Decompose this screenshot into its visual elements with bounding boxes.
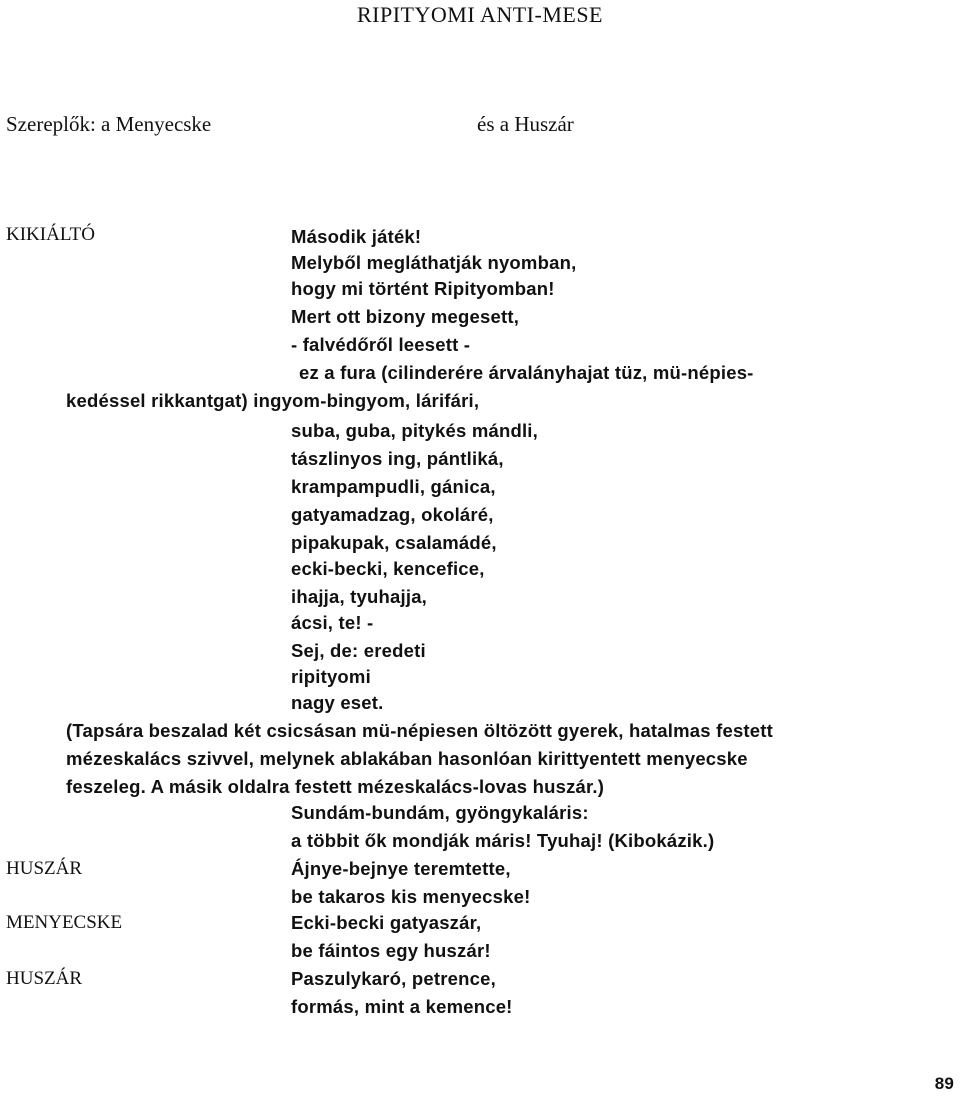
speaker-kikialto: KIKIÁLTÓ xyxy=(6,224,96,245)
text-line: - falvédőről leesett - xyxy=(291,334,471,355)
text-line: Sundám-bundám, gyöngykaláris: xyxy=(291,802,589,823)
text-line: be takaros kis menyecske! xyxy=(291,886,531,907)
text-line: be fáintos egy huszár! xyxy=(291,940,491,961)
stage-direction-line: feszeleg. A másik oldalra festett mézeskalács-lovas huszár.) xyxy=(66,776,605,797)
text-line: Sej, de: eredeti xyxy=(291,640,426,661)
page-title: RIPITYOMI ANTI-MESE xyxy=(357,2,603,27)
text-line: ez a fura (cilinderére árvalányhajat tüz, mü-népies- xyxy=(299,362,754,383)
text-line: hogy mi történt Ripityomban! xyxy=(291,278,555,299)
page-number: 89 xyxy=(934,1074,954,1093)
text-line: Ájnye-bejnye teremtette, xyxy=(291,858,511,879)
text-line: krampampudli, gánica, xyxy=(291,476,496,497)
text-line: Ecki-becki gatyaszár, xyxy=(291,912,482,933)
cast-line xyxy=(6,112,574,137)
text-line: ripityomi xyxy=(291,666,371,687)
speaker-menyecske: MENYECSKE xyxy=(6,912,123,933)
text-line: Melyből megláthatják nyomban, xyxy=(291,252,577,273)
cast-label: Szereplők: a Menyecske xyxy=(6,112,212,136)
text-line: nagy eset. xyxy=(291,692,384,713)
stage-direction-line: mézeskalács szivvel, melynek ablakában hasonlóan kirittyentett menyecske xyxy=(66,748,748,769)
text-line: Mert ott bizony megesett, xyxy=(291,306,520,327)
text-line: ácsi, te! - xyxy=(291,612,374,633)
text-line: suba, guba, pitykés mándli, xyxy=(291,420,538,441)
cast-and: és a Huszár xyxy=(477,112,574,136)
text-line: gatyamadzag, okoláré, xyxy=(291,504,494,525)
text-line: pipakupak, csalamádé, xyxy=(291,532,497,553)
text-line: ihajja, tyuhajja, xyxy=(291,586,428,607)
text-line: Második játék! xyxy=(291,226,422,247)
text-line: Paszulykaró, petrence, xyxy=(291,968,496,989)
text-line: tászlinyos ing, pántliká, xyxy=(291,448,504,469)
stage-direction-line: (Tapsára beszalad két csicsásan mü-népiesen öltözött gyerek, hatalmas festett xyxy=(66,720,773,741)
text-line: kedéssel rikkantgat) ingyom-bingyom, lárifári, xyxy=(66,390,480,411)
text-line: formás, mint a kemence! xyxy=(291,996,513,1017)
text-line: ecki-becki, kencefice, xyxy=(291,558,485,579)
text-line: a többit ők mondják máris! Tyuhaj! (Kibokázik.) xyxy=(291,830,715,851)
speaker-huszar: HUSZÁR xyxy=(6,968,83,989)
speaker-huszar: HUSZÁR xyxy=(6,858,83,879)
